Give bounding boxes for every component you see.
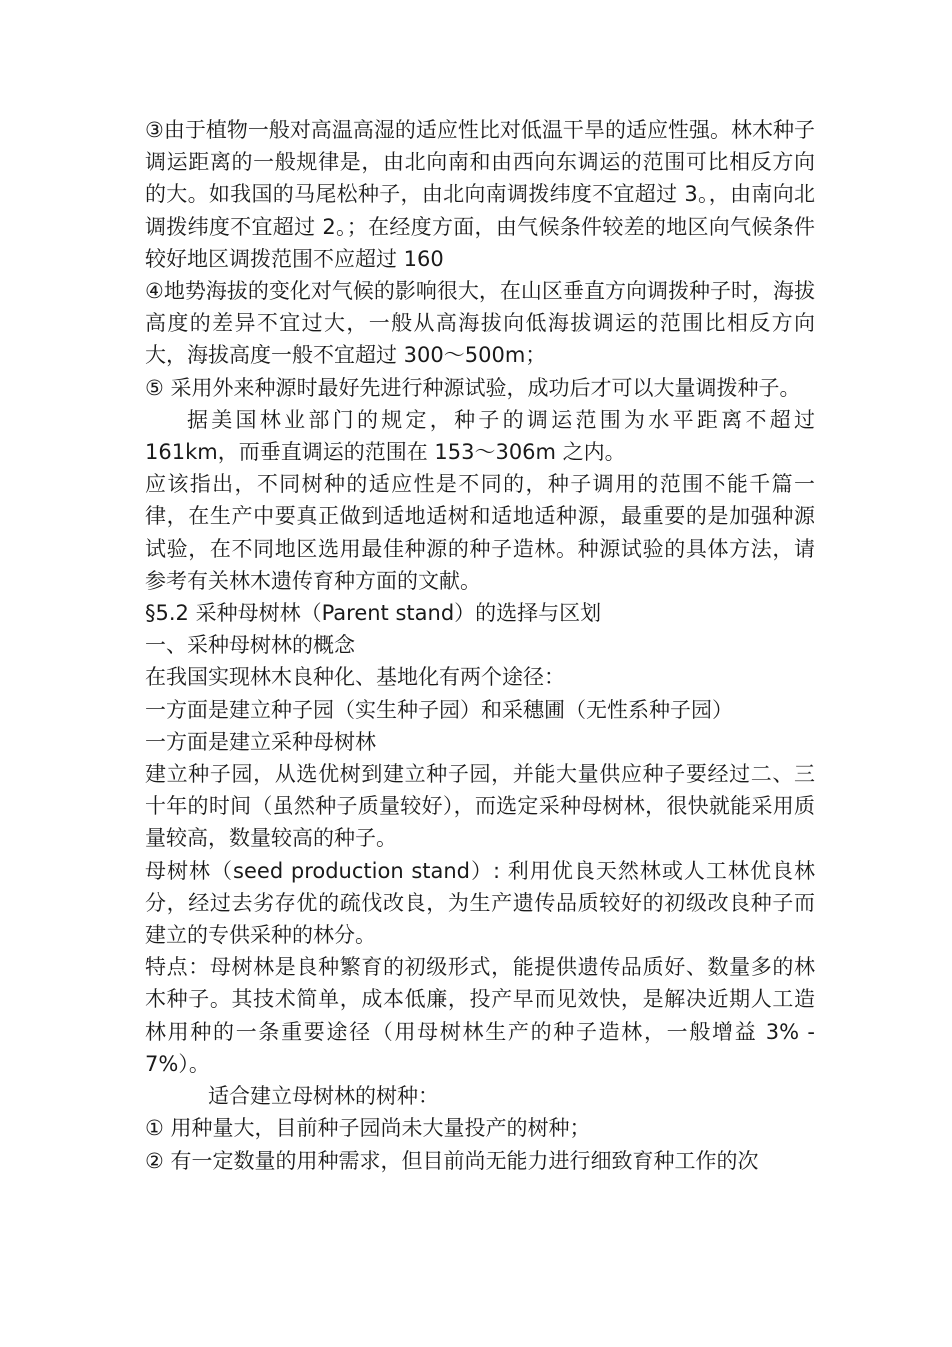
paragraph-seed-orchard-time: 建立种子园，从选优树到建立种子园，并能大量供应种子要经过二、三十年的时间（虽然种子质量较好），而选定采种母树林，很快就能采用质量较高，数量较高的种子。 — [145, 762, 815, 851]
paragraph-features: 特点：母树林是良种繁育的初级形式，能提供遗传品质好、数量多的林木种子。其技术简单，成本低廉，投产早而见效快，是解决近期人工造林用种的一条重要途径（用母树林生产的种子造林，一般增益 3% - 7%）。 — [145, 955, 815, 1076]
list-item-parent-stand: 一方面是建立采种母树林 — [145, 729, 376, 754]
paragraph-definition: 母树林（seed production stand）: 利用优良天然林或人工林优良林分，经过去劣存优的疏伐改良，为生产遗传品质较好的初级改良种子而建立的专供采种的林分。 — [145, 858, 815, 948]
paragraph-two-approaches: 在我国实现林木良种化、基地化有两个途径： — [145, 665, 565, 690]
paragraph-adaptability-note: 应该指出，不同树种的适应性是不同的，种子调用的范围不能千篇一律，在生产中要真正做到适地适树和适地适种源，最重要的是加强种源试验，在不同地区选用最佳种源的种子造林。种源试验的具体方法，请参考有关林木遗传育种方面的文献。 — [145, 472, 815, 593]
list-item-species-2: ② 有一定数量的用种需求，但目前尚无能力进行细致育种工作的次 — [145, 1148, 759, 1173]
paragraph-altitude-rule: ④地势海拔的变化对气候的影响很大，在山区垂直方向调拨种子时，海拔高度的差异不宜过大，一般从高海拔向低海拔调运的范围比相反方向大，海拔高度一般不宜超过 300～500m； — [145, 279, 815, 368]
paragraph-provenance-trial: ⑤ 采用外来种源时最好先进行种源试验，成功后才可以大量调拨种子。 — [145, 375, 801, 400]
list-item-seed-orchard: 一方面是建立种子园（实生种子园）和采穗圃（无性系种子园） — [145, 697, 733, 722]
document-page — [145, 114, 815, 1177]
paragraph-seed-transfer-rule: ③由于植物一般对高温高湿的适应性比对低温干旱的适应性强。林木种子调运距离的一般规律是，由北向南和由西向东调运的范围可比相反方向的大。如我国的马尾松种子，由北向南调拨纬度不宜超过 3。，由南向北调拨纬度不宜超过 2。；在经度方面，由气候条件较差的地区向气候条件较好地区调拨范围不应超过 160 — [145, 118, 815, 271]
paragraph-us-forestry-rule: 据美国林业部门的规定，种子的调运范围为水平距离不超过 161km，而垂直调运的范围在 153～306m 之内。 — [145, 407, 815, 465]
list-item-species-1: ① 用种量大，目前种子园尚未大量投产的树种； — [145, 1116, 591, 1141]
paragraph-suitable-species-heading: 适合建立母树林的树种： — [208, 1084, 439, 1109]
section-heading: §5.2 采种母树林（Parent stand）的选择与区划 — [145, 601, 602, 626]
subsection-heading: 一、采种母树林的概念 — [145, 633, 355, 658]
